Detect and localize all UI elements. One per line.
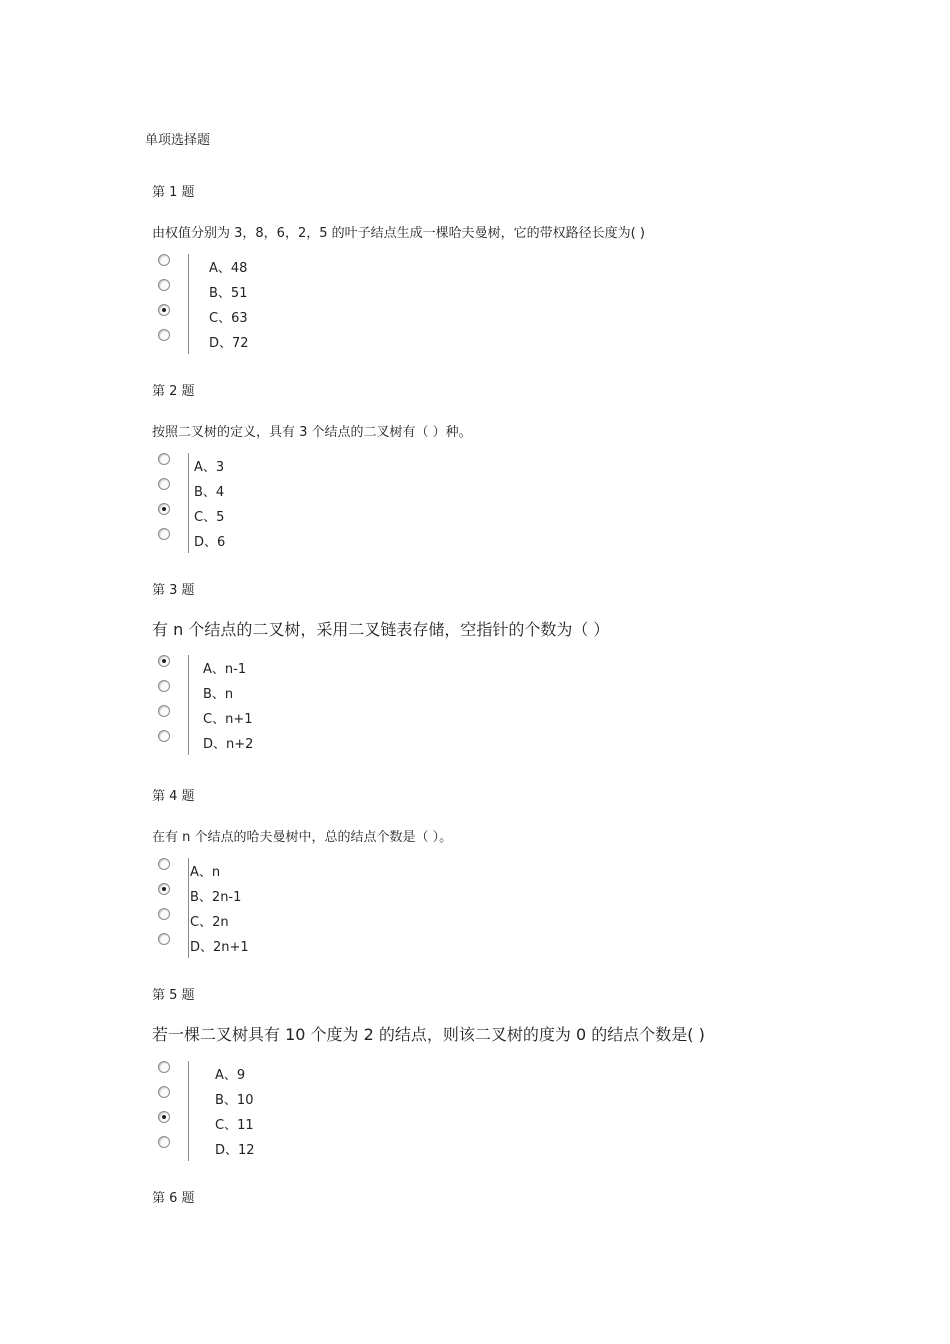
option-label: D、2n+1 bbox=[190, 940, 249, 955]
question-text-4: 在有 n 个结点的哈夫曼树中，总的结点个数是（ ）。 bbox=[152, 830, 453, 845]
option-4b[interactable] bbox=[156, 883, 496, 908]
option-3b[interactable] bbox=[156, 680, 496, 705]
option-5d[interactable] bbox=[156, 1136, 496, 1161]
radio-button[interactable] bbox=[158, 1136, 170, 1148]
option-2b[interactable] bbox=[156, 478, 496, 503]
option-label: D、72 bbox=[209, 336, 249, 351]
radio-button[interactable] bbox=[158, 453, 170, 465]
option-label: B、4 bbox=[194, 485, 225, 500]
option-2c[interactable] bbox=[156, 503, 496, 528]
radio-button-selected[interactable] bbox=[158, 1111, 170, 1123]
question-number-6: 第 6 题 bbox=[152, 1191, 195, 1206]
radio-button-selected[interactable] bbox=[158, 503, 170, 515]
option-3c[interactable] bbox=[156, 705, 496, 730]
option-3a[interactable] bbox=[156, 655, 496, 680]
option-label: A、n-1 bbox=[203, 662, 247, 677]
options-group-3 bbox=[156, 655, 496, 755]
section-title: 单项选择题 bbox=[145, 133, 211, 148]
radio-button[interactable] bbox=[158, 279, 170, 291]
radio-button-selected[interactable] bbox=[158, 883, 170, 895]
option-5c[interactable] bbox=[156, 1111, 496, 1136]
radio-button[interactable] bbox=[158, 908, 170, 920]
question-number-2: 第 2 题 bbox=[152, 384, 195, 399]
option-label: C、5 bbox=[194, 510, 225, 525]
radio-button[interactable] bbox=[158, 254, 170, 266]
option-4d[interactable] bbox=[156, 933, 496, 958]
radio-button[interactable] bbox=[158, 1061, 170, 1073]
option-label: C、11 bbox=[215, 1118, 254, 1133]
option-label: D、6 bbox=[194, 535, 226, 550]
question-number-3: 第 3 题 bbox=[152, 583, 195, 598]
radio-button[interactable] bbox=[158, 730, 170, 742]
question-text-5: 若一棵二叉树具有 10 个度为 2 的结点，则该二叉树的度为 0 的结点个数是( ) bbox=[152, 1025, 705, 1044]
question-number-4: 第 4 题 bbox=[152, 789, 195, 804]
option-label: B、10 bbox=[215, 1093, 254, 1108]
question-text-2: 按照二叉树的定义，具有 3 个结点的二叉树有（ ）种。 bbox=[152, 425, 472, 440]
question-number-1: 第 1 题 bbox=[152, 185, 195, 200]
option-5b[interactable] bbox=[156, 1086, 496, 1111]
option-label: A、n bbox=[190, 865, 221, 880]
radio-button[interactable] bbox=[158, 329, 170, 341]
option-label: B、n bbox=[203, 687, 234, 702]
option-label: D、n+2 bbox=[203, 737, 254, 752]
option-1c[interactable] bbox=[156, 304, 496, 329]
radio-button[interactable] bbox=[158, 680, 170, 692]
option-label: C、2n bbox=[190, 915, 229, 930]
option-2d[interactable] bbox=[156, 528, 496, 553]
option-label: B、51 bbox=[209, 286, 248, 301]
question-text-1: 由权值分别为 3，8，6，2，5 的叶子结点生成一棵哈夫曼树，它的带权路径长度为( ) bbox=[152, 226, 645, 241]
option-label: D、12 bbox=[215, 1143, 255, 1158]
options-group-4 bbox=[156, 858, 496, 958]
radio-button[interactable] bbox=[158, 705, 170, 717]
question-text-3: 有 n 个结点的二叉树，采用二叉链表存储，空指针的个数为（ ） bbox=[152, 620, 610, 639]
radio-button[interactable] bbox=[158, 858, 170, 870]
option-3d[interactable] bbox=[156, 730, 496, 755]
option-label: C、63 bbox=[209, 311, 248, 326]
options-group-5 bbox=[156, 1061, 496, 1161]
radio-button[interactable] bbox=[158, 478, 170, 490]
question-number-5: 第 5 题 bbox=[152, 988, 195, 1003]
radio-button[interactable] bbox=[158, 528, 170, 540]
option-label: C、n+1 bbox=[203, 712, 253, 727]
option-1b[interactable] bbox=[156, 279, 496, 304]
option-label: A、3 bbox=[194, 460, 225, 475]
option-5a[interactable] bbox=[156, 1061, 496, 1086]
option-label: A、9 bbox=[215, 1068, 246, 1083]
options-group-1 bbox=[156, 254, 496, 354]
options-group-2 bbox=[156, 453, 496, 553]
radio-button[interactable] bbox=[158, 933, 170, 945]
radio-button[interactable] bbox=[158, 1086, 170, 1098]
radio-button-selected[interactable] bbox=[158, 304, 170, 316]
option-label: B、2n-1 bbox=[190, 890, 242, 905]
radio-button-selected[interactable] bbox=[158, 655, 170, 667]
option-1a[interactable] bbox=[156, 254, 496, 279]
option-label: A、48 bbox=[209, 261, 248, 276]
option-4a[interactable] bbox=[156, 858, 496, 883]
option-4c[interactable] bbox=[156, 908, 496, 933]
option-1d[interactable] bbox=[156, 329, 496, 354]
option-2a[interactable] bbox=[156, 453, 496, 478]
